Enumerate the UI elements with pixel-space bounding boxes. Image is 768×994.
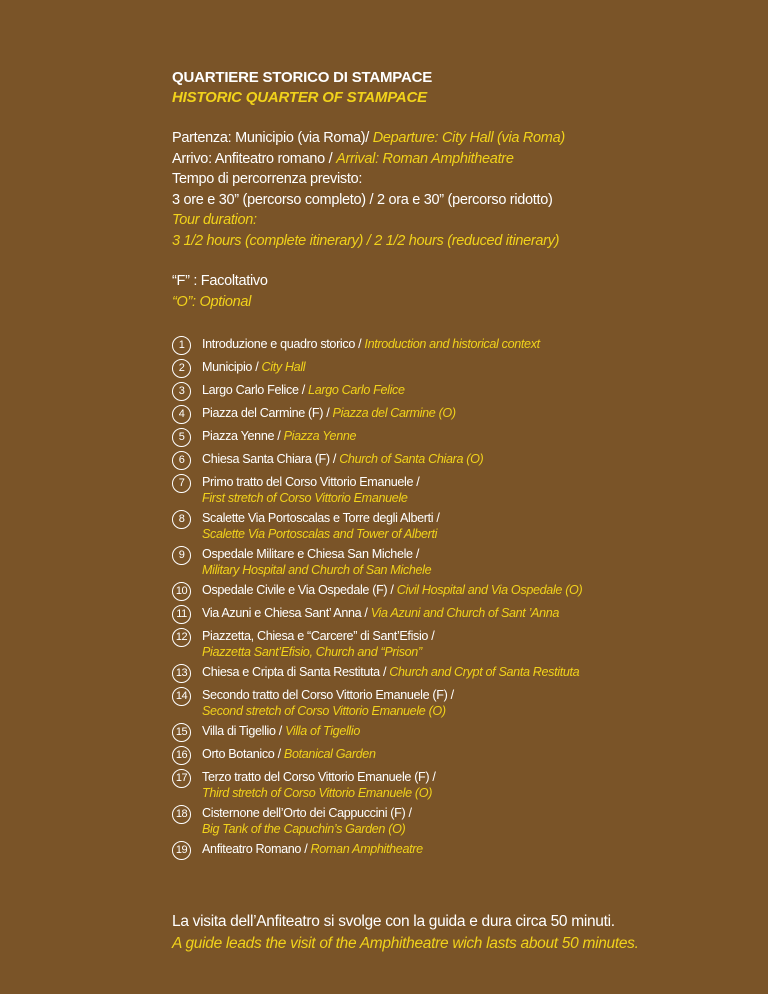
stop-name-en: Villa of Tigellio (285, 724, 360, 738)
stop-name-en: Piazza del Carmine (O) (332, 406, 456, 420)
stop-name-en: Military Hospital and Church of San Michele (202, 563, 432, 577)
stop-number-badge: 6 (172, 451, 191, 470)
stop-name-en: Piazza Yenne (283, 429, 357, 443)
stop-name-it: Terzo tratto del Corso Vittorio Emanuele (F) / (202, 770, 436, 784)
stop-name-en: Second stretch of Corso Vittorio Emanuele (O) (202, 704, 446, 718)
stop-number-badge: 9 (172, 546, 191, 565)
list-item (172, 769, 436, 801)
stop-name-it: Piazza del Carmine (F) / (202, 406, 333, 420)
list-item (172, 382, 405, 398)
legend (172, 271, 752, 312)
stop-number-badge: 16 (172, 746, 191, 765)
arrival-line (172, 149, 752, 170)
stop-number-badge: 5 (172, 428, 191, 447)
list-item (172, 805, 412, 837)
list-item (172, 428, 356, 444)
stop-name-en: Third stretch of Corso Vittorio Emanuele (O) (202, 786, 433, 800)
stop-number-badge: 11 (172, 605, 191, 624)
list-item (172, 336, 540, 352)
stop-name-it: Ospedale Civile e Via Ospedale (F) / (202, 583, 397, 597)
departure-it: Partenza: Municipio (via Roma)/ (172, 130, 369, 146)
list-item (172, 664, 579, 680)
stop-name-it: Villa di Tigellio / (202, 724, 286, 738)
itinerary-page (172, 68, 752, 952)
stop-number-badge: 14 (172, 687, 191, 706)
stop-name-it: Via Azuni e Chiesa Sant’ Anna / (202, 606, 371, 620)
stop-number-badge: 10 (172, 582, 191, 601)
stop-name-it: Secondo tratto del Corso Vittorio Emanuele (F) / (202, 688, 454, 702)
stop-number-badge: 17 (172, 769, 191, 788)
legend-en: “O”: Optional (172, 293, 252, 310)
list-item (172, 474, 419, 506)
list-item (172, 628, 434, 660)
stop-number-badge: 12 (172, 628, 191, 647)
stop-number-badge: 1 (172, 336, 191, 355)
stop-name-en: City Hall (261, 360, 306, 374)
stop-name-it: Cisternone dell’Orto dei Cappuccini (F) / (202, 806, 412, 820)
stop-name-en: Largo Carlo Felice (308, 383, 405, 397)
stop-number-badge: 8 (172, 510, 191, 529)
stop-number-badge: 7 (172, 474, 191, 493)
page-title: QUARTIERE STORICO DI STAMPACE (172, 69, 433, 86)
list-item (172, 746, 376, 762)
footer-it: La visita dell’Anfiteatro si svolge con la guida e dura circa 50 minuti. (172, 913, 615, 930)
stop-name-en: Civil Hospital and Via Ospedale (O) (396, 583, 583, 597)
stop-name-en: First stretch of Corso Vittorio Emanuele (202, 491, 408, 505)
footer-en: A guide leads the visit of the Amphitheatre wich lasts about 50 minutes. (172, 935, 639, 952)
stop-name-it: Largo Carlo Felice / (202, 383, 309, 397)
tour-info (172, 128, 752, 251)
list-item (172, 723, 360, 739)
stop-name-it: Anfiteatro Romano / (202, 842, 311, 856)
list-item (172, 582, 582, 598)
stop-name-it: Municipio / (202, 360, 262, 374)
departure-line (172, 128, 752, 149)
stop-name-en: Church of Santa Chiara (O) (339, 452, 484, 466)
stop-name-en: Piazzetta Sant’Efisio, Church and “Prison” (202, 645, 422, 659)
stop-number-badge: 18 (172, 805, 191, 824)
stop-number-badge: 2 (172, 359, 191, 378)
legend-it: “F” : Facoltativo (172, 273, 268, 289)
list-item (172, 841, 423, 857)
list-item (172, 359, 305, 375)
stop-name-it: Scalette Via Portoscalas e Torre degli Alberti / (202, 511, 440, 525)
arrival-it: Arrivo: Anfiteatro romano / (172, 150, 333, 167)
stop-name-it: Piazza Yenne / (202, 429, 284, 443)
stop-number-badge: 19 (172, 841, 191, 860)
list-item (172, 687, 454, 719)
stop-number-badge: 15 (172, 723, 191, 742)
stop-name-it: Chiesa Santa Chiara (F) / (202, 452, 340, 466)
list-item (172, 405, 456, 421)
stop-name-en: Roman Amphitheatre (310, 842, 423, 856)
stop-name-en: Big Tank of the Capuchin’s Garden (O) (202, 822, 406, 836)
stop-name-en: Scalette Via Portoscalas and Tower of Alberti (202, 527, 438, 541)
stop-name-it: Ospedale Militare e Chiesa San Michele / (202, 547, 419, 561)
footer-note (172, 911, 639, 955)
duration-values-it: 3 ore e 30” (percorso completo) / 2 ora e 30” (percorso ridotto) (172, 191, 553, 208)
stop-name-en: Church and Crypt of Santa Restituta (389, 665, 580, 679)
stop-name-it: Piazzetta, Chiesa e “Carcere” di Sant’Efisio / (202, 629, 435, 643)
list-item (172, 546, 431, 578)
stop-name-en: Introduction and historical context (364, 337, 540, 351)
arrival-en: Arrival: Roman Amphitheatre (336, 150, 514, 167)
stop-name-it: Primo tratto del Corso Vittorio Emanuele / (202, 475, 420, 489)
duration-label-it: Tempo di percorrenza previsto: (172, 171, 363, 187)
stop-number-badge: 13 (172, 664, 191, 683)
stop-number-badge: 4 (172, 405, 191, 424)
stop-name-en: Via Azuni and Church of Sant ’Anna (370, 606, 560, 620)
stop-number-badge: 3 (172, 382, 191, 401)
page-title-english: HISTORIC QUARTER OF STAMPACE (172, 89, 427, 106)
stop-name-it: Chiesa e Cripta di Santa Restituta / (202, 665, 390, 679)
duration-label-en: Tour duration: (172, 212, 257, 228)
list-item (172, 510, 440, 542)
list-item (172, 451, 483, 467)
departure-en: Departure: City Hall (via Roma) (372, 130, 565, 146)
stop-name-it: Orto Botanico / (202, 747, 284, 761)
stop-name-it: Introduzione e quadro storico / (202, 337, 365, 351)
stop-name-en: Botanical Garden (283, 747, 376, 761)
list-item (172, 605, 559, 621)
duration-values-en: 3 1/2 hours (complete itinerary) / 2 1/2 hours (reduced itinerary) (172, 232, 560, 249)
